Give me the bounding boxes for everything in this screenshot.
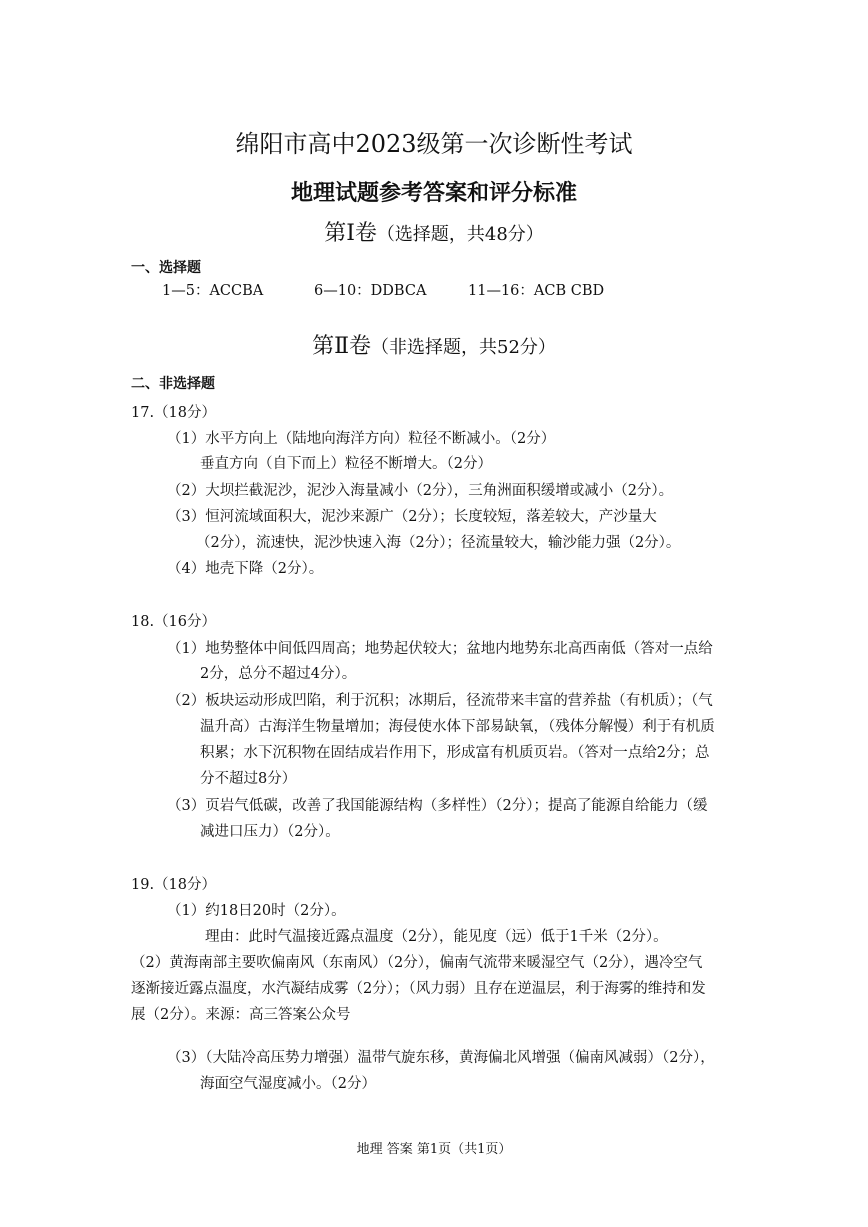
q17-line: （4）地壳下降（2分）。 — [167, 561, 324, 577]
page-footer: 地理 答案 第1页（共1页） — [356, 1142, 512, 1157]
q18-line: （1）地势整体中间低四周高；地势起伏较大；盆地内地势东北高西南低（答对一点给 — [167, 641, 713, 657]
part1-heading-main: 第Ⅰ卷 — [324, 221, 377, 246]
answer-group-2: 6—10：DDBCA — [314, 283, 427, 299]
q17-line: （3）恒河流域面积大，泥沙来源广（2分）；长度较短，落差较大，产沙量大 — [167, 509, 657, 525]
q17-line: （2）大坝拦截泥沙，泥沙入海量减小（2分），三角洲面积缓增或减小（2分）。 — [167, 483, 674, 499]
q18-line: （3）页岩气低碳，改善了我国能源结构（多样性）（2分）；提高了能源自给能力（缓 — [167, 798, 708, 814]
part2-heading-main: 第Ⅱ卷 — [312, 334, 372, 359]
document-subtitle: 地理试题参考答案和评分标准 — [290, 180, 577, 206]
question-19-label: 19.（18分） — [131, 877, 217, 893]
q17-line: （2分），流速快，泥沙快速入海（2分）；径流量较大，输沙能力强（2分）。 — [196, 535, 681, 551]
q18-line: 减进口压力）（2分）。 — [200, 824, 340, 840]
q18-line: （2）板块运动形成凹陷，利于沉积；冰期后，径流带来丰富的营养盐（有机质）；（气 — [167, 693, 713, 709]
q19-line: 展（2分）。来源：高三答案公众号 — [131, 1007, 351, 1023]
q18-line: 温升高）古海洋生物量增加；海侵使水体下部易缺氧，（残体分解慢）利于有机质 — [200, 719, 715, 735]
part1-heading — [0, 216, 868, 247]
q17-line: （1）水平方向上（陆地向海洋方向）粒径不断减小。（2分） — [167, 431, 556, 447]
section-heading-choice: 一、选择题 — [131, 260, 201, 276]
answer-group-3: 11—16：ACB CBD — [468, 283, 605, 299]
answer-group-1: 1—5：ACCBA — [162, 283, 264, 299]
exam-title: 绵阳市高中2023级第一次诊断性考试 — [235, 130, 633, 158]
q18-line: 积累；水下沉积物在固结成岩作用下，形成富有机质页岩。（答对一点给2分；总 — [200, 745, 710, 761]
q19-line: （1）约18日20时（2分）。 — [167, 903, 346, 919]
part1-heading-note: （选择题，共48分） — [376, 224, 544, 245]
part2-heading — [0, 329, 868, 360]
q18-line: 分不超过8分） — [200, 771, 297, 787]
section-heading-nonchoice: 二、非选择题 — [131, 376, 215, 392]
part2-heading-note: （非选择题，共52分） — [371, 337, 556, 358]
q19-line: （3）（大陆冷高压势力增强）温带气旋东移，黄海偏北风增强（偏南风减弱）（2分）， — [167, 1050, 715, 1066]
q17-line: 垂直方向（自下而上）粒径不断增大。（2分） — [200, 456, 492, 472]
q19-line: 海面空气湿度减小。（2分） — [200, 1076, 376, 1092]
question-17-label: 17.（18分） — [131, 405, 217, 421]
q19-line: 逐渐接近露点温度，水汽凝结成雾（2分）；（风力弱）且存在逆温层，利于海雾的维持和发 — [131, 981, 706, 997]
q18-line: 2分，总分不超过4分）。 — [200, 666, 357, 682]
q19-line: 理由：此时气温接近露点温度（2分），能见度（远）低于1千米（2分）。 — [205, 929, 668, 945]
question-18-label: 18.（16分） — [131, 614, 217, 630]
q19-line: （2）黄海南部主要吹偏南风（东南风）（2分），偏南气流带来暖湿空气（2分），遇冷空气 — [131, 955, 703, 971]
